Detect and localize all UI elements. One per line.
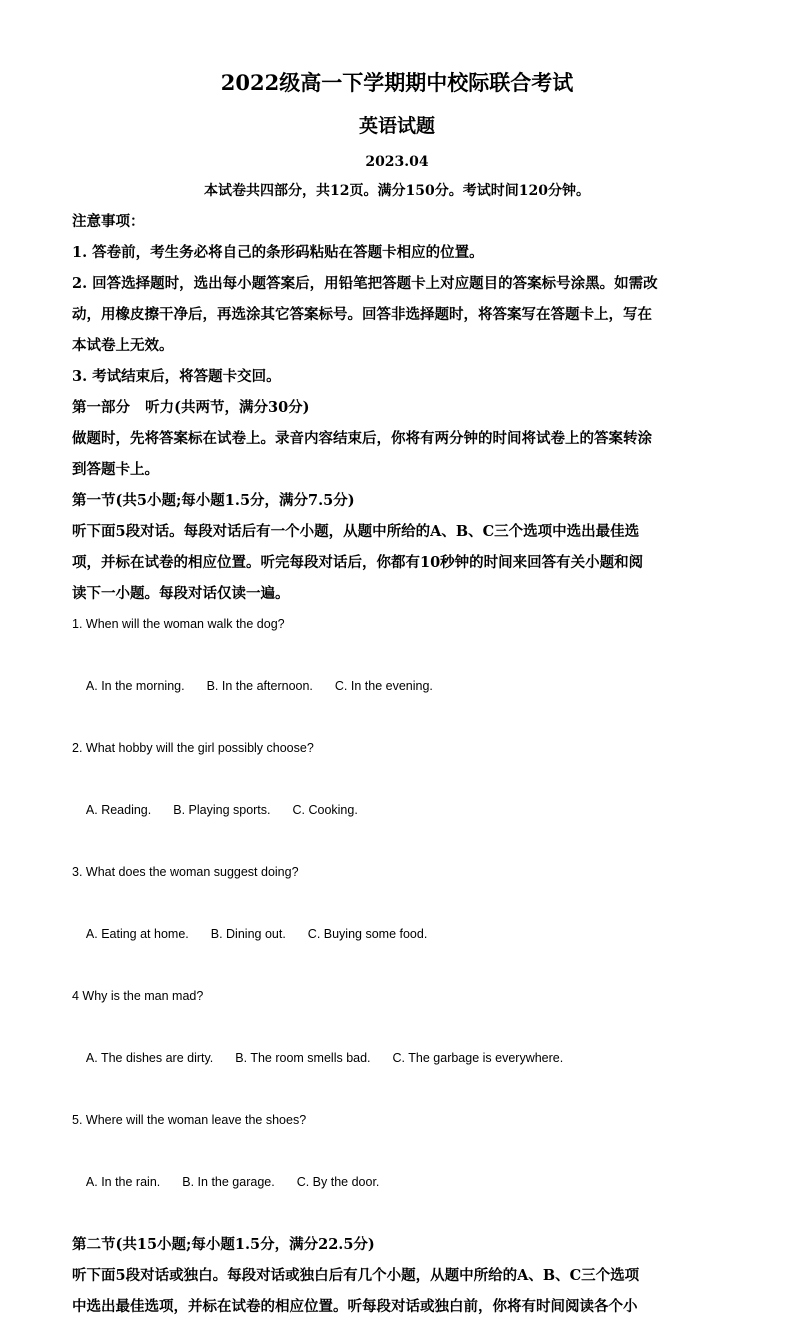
section1-intro-line-2: 项，并标在试卷的相应位置。听完每段对话后，你都有10秒钟的时间来回答有关小题和阅 [72, 554, 644, 571]
notice-item-3: 3. 考试结束后，将答题卡交回。 [72, 368, 281, 385]
part1-intro-line-1: 做题时，先将答案标在试卷上。录音内容结束后，你将有两分钟的时间将试卷上的答案转涂 [72, 430, 652, 447]
question-5-option-c: C. By the door. [296, 1175, 380, 1189]
question-1-option-c: C. In the evening. [334, 679, 433, 693]
question-1: 1. When will the woman walk the dog? [72, 617, 285, 631]
notice-heading: 注意事项： [72, 213, 145, 230]
part1-intro-line-2: 到答题卡上。 [72, 461, 159, 478]
section1-heading: 第一节(共5小题;每小题1.5分，满分7.5分) [72, 492, 355, 509]
question-1-options [72, 640, 722, 733]
notice-item-1: 1. 答卷前，考生务必将自己的条形码粘贴在答题卡相应的位置。 [72, 244, 484, 261]
exam-info: 本试卷共四部分，共12页。满分150分。考试时间120分钟。 [204, 183, 590, 199]
question-1-option-a: A. In the morning. [85, 679, 185, 693]
section2-heading: 第二节(共15小题;每小题1.5分，满分22.5分) [72, 1236, 375, 1253]
question-3-option-b: B. Dining out. [210, 927, 286, 941]
question-5-options [72, 1136, 722, 1229]
part1-heading: 第一部分 听力(共两节，满分30分) [72, 399, 310, 416]
question-2: 2. What hobby will the girl possibly choose? [72, 741, 314, 755]
question-2-option-b: B. Playing sports. [173, 803, 271, 817]
notice-item-2-line-1: 2. 回答选择题时，选出每小题答案后，用铅笔把答题卡上对应题目的答案标号涂黑。如需改 [72, 275, 658, 292]
question-4: 4 Why is the man mad? [72, 989, 204, 1003]
question-2-options [72, 764, 722, 857]
question-3-option-a: A. Eating at home. [85, 927, 189, 941]
question-4-option-b: B. The room smells bad. [235, 1051, 371, 1065]
question-5-option-a: A. In the rain. [85, 1175, 161, 1189]
question-2-option-c: C. Cooking. [292, 803, 358, 817]
question-4-option-c: C. The garbage is everywhere. [392, 1051, 564, 1065]
question-3: 3. What does the woman suggest doing? [72, 865, 299, 879]
notice-item-2-line-2: 动，用橡皮擦干净后，再选涂其它答案标号。回答非选择题时，将答案写在答题卡上，写在 [72, 306, 652, 323]
section2-intro-line-2: 中选出最佳选项，并标在试卷的相应位置。听每段对话或独白前，你将有时间阅读各个小 [72, 1298, 638, 1315]
exam-subtitle: 英语试题 [358, 115, 435, 137]
question-3-option-c: C. Buying some food. [307, 927, 428, 941]
exam-date: 2023.04 [365, 154, 429, 170]
notice-item-2-line-3: 本试卷上无效。 [72, 337, 174, 354]
question-5-option-b: B. In the garage. [182, 1175, 275, 1189]
section1-intro-line-3: 读下一小题。每段对话仅读一遍。 [72, 585, 290, 602]
question-4-options [72, 1012, 722, 1105]
exam-title: 2022级高一下学期期中校际联合考试 [220, 70, 574, 95]
question-4-option-a: A. The dishes are dirty. [85, 1051, 214, 1065]
question-3-options [72, 888, 722, 981]
section2-intro-line-1: 听下面5段对话或独白。每段对话或独白后有几个小题，从题中所给的A、B、C三个选项 [72, 1267, 640, 1284]
section1-intro-line-1: 听下面5段对话。每段对话后有一个小题，从题中所给的A、B、C三个选项中选出最佳选 [72, 523, 640, 540]
question-1-option-b: B. In the afternoon. [206, 679, 313, 693]
question-5: 5. Where will the woman leave the shoes? [72, 1113, 307, 1127]
question-2-option-a: A. Reading. [85, 803, 152, 817]
exam-page [72, 62, 722, 1322]
